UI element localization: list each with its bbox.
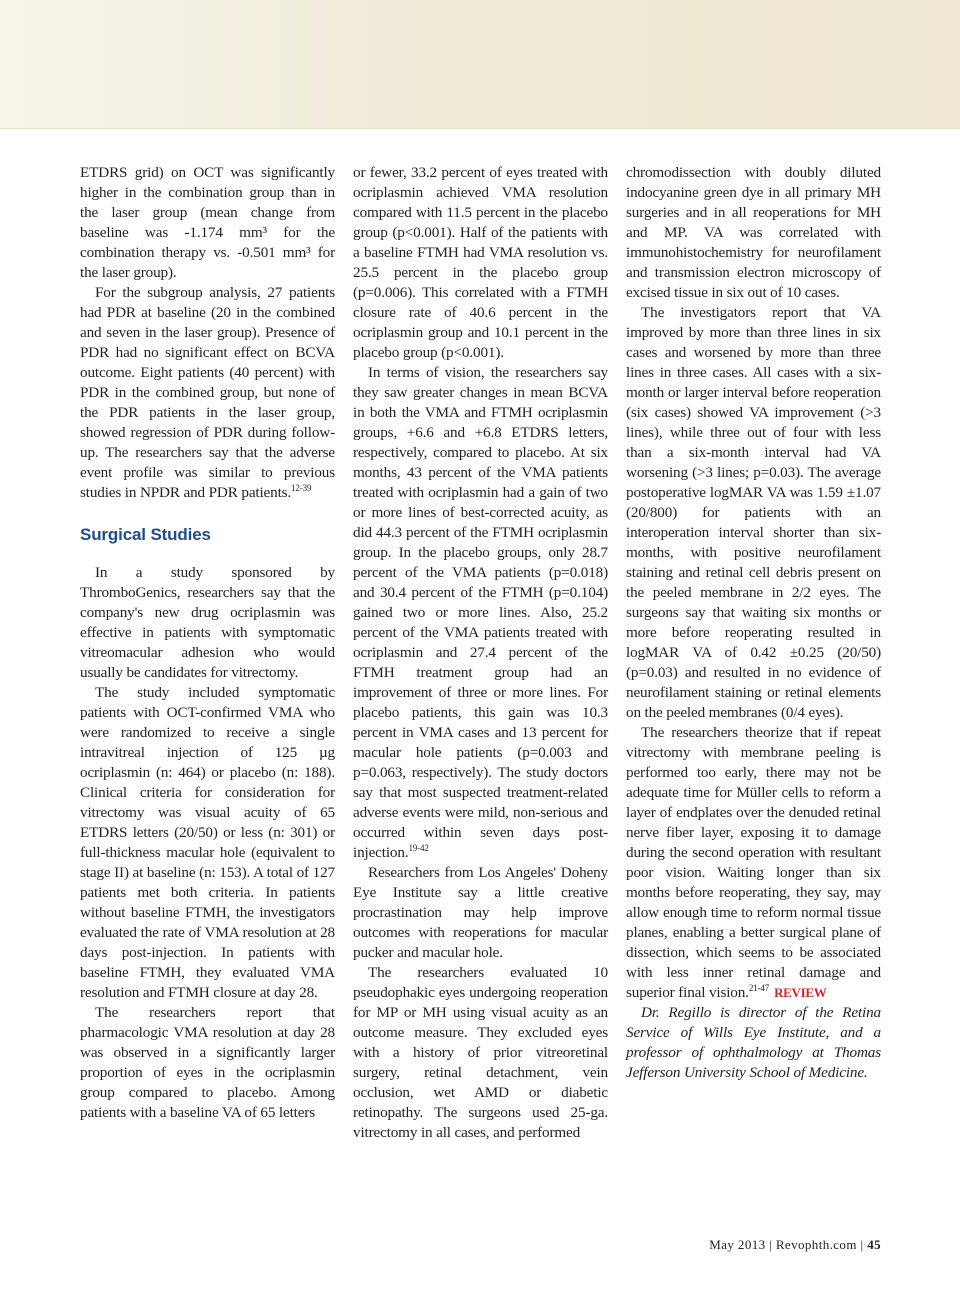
paragraph: chromodissection with doubly diluted indocyanine green dye in all primary MH surgeries and in all reoperations for MH and MP. VA was correlated with immunohistochemistry for neurofilament and transmission electron microscopy of excised tissue in six out of 10 cases.: [626, 164, 881, 301]
paragraph: The researchers evaluated 10 pseudophakic eyes undergoing reoperation for MP or MH using visual acuity as an outcome measure. They excluded eyes with a history of prior vitreoretinal surgery, retinal detachment, vein occlusion, wet AMD or diabetic retinopathy. The surgeons used 25-ga. vitrectomy in all cases, and performed: [353, 964, 608, 1141]
section-heading: Surgical Studies: [80, 525, 211, 544]
footer-separator: |: [769, 1237, 773, 1252]
reference-superscript: 12-39: [291, 482, 312, 493]
page-footer: [709, 1237, 881, 1253]
paragraph: The researchers report that pharmacologic VMA resolution at day 28 was observed in a significantly larger proportion of eyes in the ocriplasmin group compared to placebo. Among patients with a baseline VA of 65 letters: [80, 1004, 335, 1121]
footer-date: May 2013: [709, 1237, 766, 1252]
paragraph: [80, 283, 335, 503]
paragraph-text: In terms of vision, the researchers say they saw greater changes in mean BCVA in both the VMA and FTMH ocriplasmin groups, +6.6 and +6.8 ETDRS letters, respectively, compared to placebo. At six months, 43 percent of the VMA patients treated with ocriplasmin had a gain of two or more lines of best-corrected acuity, as did 44.3 percent of the FTMH ocriplasmin group. In the placebo groups, only 28.7 percent of the VMA patients (p=0.018) and 30.4 percent of the FTMH (p=0.104) gained two or more lines. Also, 25.2 percent of the VMA patients treated with ocriplasmin and 27.4 percent of the FTMH treatment group had an improvement of three or more lines. For placebo patients, this gain was 10.3 percent in VMA cases and 13 percent for macular hole patients (p=0.003 and p=0.063, respectively). The study doctors say that most suspected treatment-related adverse events were mild, non-serious and occurred within seven days post-injection.: [353, 364, 608, 861]
reference-superscript: 19-42: [408, 842, 429, 853]
reference-superscript: 21-47: [748, 982, 770, 993]
review-end-mark: REVIEW: [774, 985, 827, 1000]
paragraph: Researchers from Los Angeles' Doheny Eye Institute say a little creative procrastination may help improve outcomes with reoperations for macular pucker and macular hole.: [353, 864, 608, 961]
paragraph: The study included symptomatic patients with OCT-confirmed VMA who were randomized to receive a single intravitreal injection of 125 µg ocriplasmin (n: 464) or placebo (n: 188). Clinical criteria for consideration for vitrectomy was visual acuity of 65 ETDRS letters (20/50) or less (n: 301) or full-thickness macular hole (equivalent to stage II) at baseline (n: 153). A total of 127 patients met both criteria. In patients without baseline FTMH, the investigators evaluated the rate of VMA resolution at 28 days post-injection. In patients with baseline FTMH, they evaluated VMA resolution and FTMH closure at day 28.: [80, 684, 335, 1001]
paragraph-text: The researchers theorize that if repeat vitrectomy with membrane peeling is performed too early, there may not be adequate time for Müller cells to reform a layer of endplates over the denuded retinal nerve fiber layer, exposing it to damage during the second operation with resultant poor vision. Waiting longer than six months before reoperating, they say, may allow enough time to reform normal tissue planes, enabling a better surgical plane of dissection, which seems to be associated with less inner retinal damage and superior final vision.: [626, 724, 881, 1001]
article-column-1: [80, 163, 335, 1123]
paragraph: In a study sponsored by ThromboGenics, researchers say that the company's new drug ocriplasmin was effective in patients with symptomatic vitreomacular adhesion who would usually be candidates for vitrectomy.: [80, 564, 335, 681]
footer-site: Revophth.com: [775, 1237, 857, 1252]
footer-separator: |: [860, 1237, 864, 1252]
paragraph: [626, 723, 881, 1003]
header-band: [0, 0, 960, 129]
paragraph-text: For the subgroup analysis, 27 patients had PDR at baseline (20 in the combined and seven in the laser group). Presence of PDR had no significant effect on BCVA outcome. Eight patients (40 percent) with PDR in the combined group, but none of the PDR patients in the laser group, showed regression of PDR during follow-up. The researchers say that the adverse event profile was similar to previous studies in NPDR and PDR patients.: [80, 284, 335, 501]
author-bio: Dr. Regillo is director of the Retina Service of Wills Eye Institute, and a professor of ophthalmology at Thomas Jefferson University School of Medicine.: [626, 1004, 881, 1081]
paragraph: The investigators report that VA improved by more than three lines in six cases and worsened by more than three lines in three cases. All cases with a six-month or larger interval before reoperation (six cases) showed VA improvement (>3 lines), while three out of four with less than a six-month interval had VA worsening (>3 lines; p=0.03). The average postoperative logMAR VA was 1.59 ±1.07 (20/800) for patients with an interoperation interval shorter than six-months, with positive neurofilament staining and retinal cell debris present on the peeled membrane in 2/2 eyes. The surgeons say that waiting six months or more before reoperating resulted in logMAR VA of 0.42 ±0.25 (20/50) (p=0.03) and resulted in no evidence of neurofilament staining or retinal elements on the peeled membranes (0/4 eyes).: [626, 304, 881, 721]
article-column-2: [353, 163, 608, 1143]
page-number: 45: [867, 1237, 881, 1252]
paragraph: ETDRS grid) on OCT was significantly higher in the combination group than in the laser group (mean change from baseline was -1.174 mm³ for the combination therapy vs. -0.501 mm³ for the laser group).: [80, 164, 335, 281]
paragraph: [353, 363, 608, 863]
paragraph: or fewer, 33.2 percent of eyes treated with ocriplasmin achieved VMA resolution compared with 11.5 percent in the placebo group (p<0.001). Half of the patients with a baseline FTMH had VMA resolution vs. 25.5 percent in the placebo group (p=0.006). This correlated with a FTMH closure rate of 40.6 percent in the ocriplasmin group and 10.1 percent in the placebo group (p<0.001).: [353, 164, 608, 361]
article-column-3: [626, 163, 881, 1083]
